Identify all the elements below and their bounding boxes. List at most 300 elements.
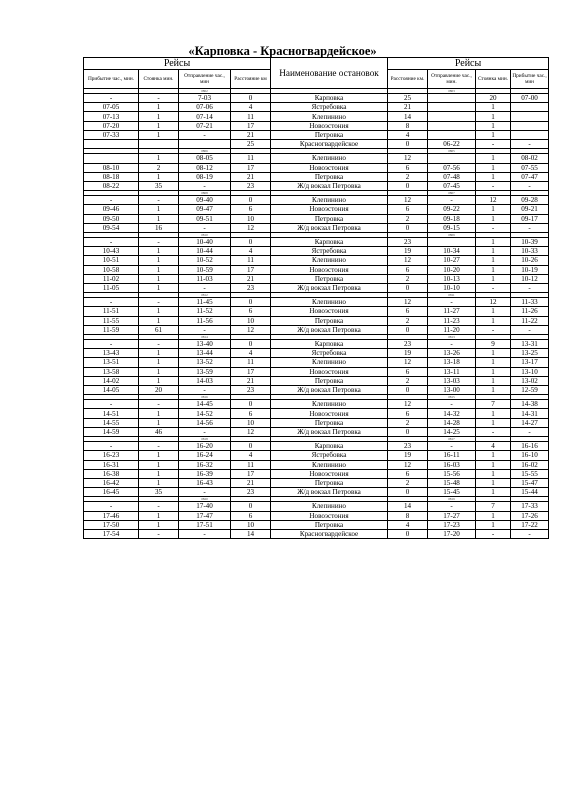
left-distance-cell: 0	[231, 502, 271, 511]
table-row	[84, 163, 549, 172]
right-arrival-cell: 09-28	[511, 196, 549, 205]
table-row	[84, 223, 549, 232]
right-arrival-cell: -	[511, 529, 549, 538]
left-departure-cell: 16-20	[179, 442, 231, 451]
right-distance-cell: 6	[388, 307, 428, 316]
right-stop-cell: -	[476, 427, 511, 436]
table-row	[84, 488, 549, 497]
left-departure-cell: 14-03	[179, 376, 231, 385]
left-distance-cell: 23	[231, 488, 271, 497]
right-stop-cell: -	[476, 283, 511, 292]
right-arrival-cell: 13-17	[511, 358, 549, 367]
left-distance-cell: 12	[231, 325, 271, 334]
left-distance-cell: 17	[231, 367, 271, 376]
right-departure-cell: 15-56	[428, 469, 476, 478]
right-stop-cell: 1	[476, 121, 511, 130]
left-arrival-cell: -	[84, 400, 139, 409]
right-trip-number: 0815	[428, 395, 476, 400]
right-distance-cell: 6	[388, 469, 428, 478]
right-distance-cell: 0	[388, 181, 428, 190]
right-distance-cell: 0	[388, 223, 428, 232]
left-trip-number: 0814	[179, 334, 231, 339]
left-distance-cell: 0	[231, 94, 271, 103]
left-distance-cell: 4	[231, 349, 271, 358]
left-arrival-cell: 16-31	[84, 460, 139, 469]
left-departure-cell: 17-40	[179, 502, 231, 511]
left-departure-cell: 13-59	[179, 367, 231, 376]
right-trip-number: 0803	[428, 89, 476, 94]
right-distance-cell: 23	[388, 238, 428, 247]
right-arrival-cell: 10-39	[511, 238, 549, 247]
left-stop-cell: -	[139, 529, 179, 538]
right-stop-cell: 20	[476, 94, 511, 103]
right-departure-cell: 13-03	[428, 376, 476, 385]
left-distance-cell: 4	[231, 451, 271, 460]
stop-name-cell: Красногвардейское	[271, 140, 388, 149]
left-stop-cell: 61	[139, 325, 179, 334]
right-stop-cell: -	[476, 529, 511, 538]
right-arrival-cell: 10-26	[511, 256, 549, 265]
right-stop-cell: 1	[476, 256, 511, 265]
left-distance-cell: 23	[231, 283, 271, 292]
right-stop-cell: 1	[476, 511, 511, 520]
right-distance-cell: 6	[388, 163, 428, 172]
right-stop-cell: 12	[476, 298, 511, 307]
right-arrival-cell: 07-00	[511, 94, 549, 103]
left-stop-cell: -	[139, 94, 179, 103]
right-arrival-cell: 14-31	[511, 409, 549, 418]
left-departure-cell: 10-40	[179, 238, 231, 247]
left-stop-cell: 1	[139, 214, 179, 223]
right-arrival-cell: 16-10	[511, 451, 549, 460]
left-trip-number: 0812	[179, 293, 231, 298]
right-departure-cell: 14-28	[428, 418, 476, 427]
table-row	[84, 511, 549, 520]
left-departure-cell: 07-06	[179, 103, 231, 112]
left-departure-cell: 09-51	[179, 214, 231, 223]
right-arrival-cell: 17-26	[511, 511, 549, 520]
left-arrival-cell: -	[84, 196, 139, 205]
left-distance-cell: 21	[231, 130, 271, 139]
right-distance-cell: 23	[388, 340, 428, 349]
left-departure-cell: 11-56	[179, 316, 231, 325]
left-distance-cell: 0	[231, 196, 271, 205]
right-arrival-cell: 08-02	[511, 154, 549, 163]
left-arrival-cell: 09-50	[84, 214, 139, 223]
stop-name-cell: Петровка	[271, 418, 388, 427]
right-departure-cell: 15-48	[428, 478, 476, 487]
right-departure-cell: -	[428, 298, 476, 307]
right-distance-cell: 2	[388, 316, 428, 325]
left-stop-cell: -	[139, 238, 179, 247]
stop-name-cell: Петровка	[271, 214, 388, 223]
table-row	[84, 112, 549, 121]
stop-name-cell: Клепинино	[271, 400, 388, 409]
right-distance-cell: 12	[388, 256, 428, 265]
left-departure-cell: 16-39	[179, 469, 231, 478]
left-arrival-cell: 14-59	[84, 427, 139, 436]
left-departure-cell: -	[179, 488, 231, 497]
table-row	[84, 247, 549, 256]
left-departure-cell: 17-47	[179, 511, 231, 520]
right-stop-cell: -	[476, 140, 511, 149]
right-departure-cell: 09-15	[428, 223, 476, 232]
left-arrival-cell: 13-58	[84, 367, 139, 376]
right-departure-cell	[428, 130, 476, 139]
right-departure-cell: 13-26	[428, 349, 476, 358]
right-arrival-cell: 13-10	[511, 367, 549, 376]
table-row	[84, 460, 549, 469]
right-departure-cell: 09-22	[428, 205, 476, 214]
stop-name-cell: Карповка	[271, 238, 388, 247]
right-departure-cell: 16-03	[428, 460, 476, 469]
right-arrival-cell: 13-25	[511, 349, 549, 358]
left-distance-cell: 21	[231, 172, 271, 181]
right-arrival-cell: 12-59	[511, 386, 549, 395]
right-stop-cell: 1	[476, 172, 511, 181]
table-row	[84, 325, 549, 334]
left-arrival-cell: 11-02	[84, 274, 139, 283]
left-distance-cell: 0	[231, 400, 271, 409]
right-stop-cell: 1	[476, 469, 511, 478]
right-arrival-cell: -	[511, 181, 549, 190]
left-arrival-cell	[84, 154, 139, 163]
stop-name-cell: Карповка	[271, 442, 388, 451]
left-stop-cell: 1	[139, 307, 179, 316]
right-departure-cell	[428, 121, 476, 130]
left-stop-cell: 16	[139, 223, 179, 232]
right-distance-cell: 21	[388, 103, 428, 112]
right-arrival-header: Прибытие час., мин	[511, 70, 549, 89]
right-arrival-cell: 13-31	[511, 340, 549, 349]
right-departure-cell: 16-11	[428, 451, 476, 460]
left-distance-cell: 17	[231, 265, 271, 274]
stop-name-cell: Красногвардейское	[271, 529, 388, 538]
left-arrival-cell: 14-02	[84, 376, 139, 385]
left-departure-cell: 09-40	[179, 196, 231, 205]
left-distance-cell: 14	[231, 529, 271, 538]
stop-name-cell: Ж/д вокзал Петровка	[271, 325, 388, 334]
left-distance-cell: 17	[231, 163, 271, 172]
right-distance-cell: 14	[388, 112, 428, 121]
right-trip-number: 0813	[428, 334, 476, 339]
left-departure-cell: 08-19	[179, 172, 231, 181]
right-arrival-cell: 10-12	[511, 274, 549, 283]
table-row	[84, 181, 549, 190]
left-distance-cell: 0	[231, 340, 271, 349]
timetable-body	[84, 89, 549, 539]
right-distance-cell: 4	[388, 520, 428, 529]
table-row	[84, 349, 549, 358]
stop-name-cell: Ж/д вокзал Петровка	[271, 181, 388, 190]
left-departure-cell: -	[179, 325, 231, 334]
left-arrival-cell: -	[84, 94, 139, 103]
right-arrival-cell	[511, 103, 549, 112]
right-stop-cell: 1	[476, 307, 511, 316]
stop-name-cell: Новоэстония	[271, 205, 388, 214]
right-arrival-cell: 16-16	[511, 442, 549, 451]
table-row	[84, 307, 549, 316]
left-stop-cell: 20	[139, 386, 179, 395]
left-arrival-cell: 07-20	[84, 121, 139, 130]
stop-name-cell: Новоэстония	[271, 409, 388, 418]
table-row	[84, 205, 549, 214]
left-departure-cell: 16-32	[179, 460, 231, 469]
right-stop-cell: 1	[476, 103, 511, 112]
left-arrival-cell: 16-42	[84, 478, 139, 487]
right-arrival-cell: 11-22	[511, 316, 549, 325]
right-departure-cell: 11-27	[428, 307, 476, 316]
left-arrival-cell: 13-51	[84, 358, 139, 367]
left-distance-cell: 6	[231, 205, 271, 214]
left-distance-header: Расстояние км	[231, 70, 271, 89]
stop-name-cell: Новоэстония	[271, 367, 388, 376]
left-arrival-cell: 16-23	[84, 451, 139, 460]
stop-name-cell: Клепинино	[271, 196, 388, 205]
stop-name-cell: Клепинино	[271, 298, 388, 307]
left-arrival-cell: -	[84, 502, 139, 511]
right-departure-cell: -	[428, 502, 476, 511]
left-departure-cell: -	[179, 283, 231, 292]
left-stop-cell: 1	[139, 511, 179, 520]
stop-name-cell: Клепинино	[271, 460, 388, 469]
left-stop-cell: 1	[139, 247, 179, 256]
stop-name-cell: Ж/д вокзал Петровка	[271, 223, 388, 232]
table-row	[84, 121, 549, 130]
right-stop-cell: 1	[476, 386, 511, 395]
stop-name-cell: Ястребовка	[271, 247, 388, 256]
right-departure-cell: 10-27	[428, 256, 476, 265]
table-row	[84, 274, 549, 283]
right-arrival-cell: 14-38	[511, 400, 549, 409]
left-departure-header: Отправление час., мин	[179, 70, 231, 89]
right-stop-cell: 1	[476, 418, 511, 427]
left-distance-cell: 11	[231, 112, 271, 121]
right-departure-cell: 17-23	[428, 520, 476, 529]
right-arrival-cell: -	[511, 283, 549, 292]
right-distance-cell: 12	[388, 154, 428, 163]
left-arrival-cell: 13-43	[84, 349, 139, 358]
right-distance-cell: 0	[388, 488, 428, 497]
right-departure-header: Отправление час., мин.	[428, 70, 476, 89]
left-arrival-cell: 14-55	[84, 418, 139, 427]
right-distance-cell: 0	[388, 140, 428, 149]
left-stop-cell: 1	[139, 154, 179, 163]
right-departure-cell: 07-56	[428, 163, 476, 172]
right-departure-cell: 09-18	[428, 214, 476, 223]
right-distance-cell: 6	[388, 409, 428, 418]
left-stop-cell: 1	[139, 130, 179, 139]
right-departure-cell: 10-10	[428, 283, 476, 292]
right-departure-cell	[428, 154, 476, 163]
left-arrival-cell: 07-05	[84, 103, 139, 112]
left-stop-cell: 1	[139, 451, 179, 460]
left-distance-cell: 21	[231, 274, 271, 283]
left-distance-cell: 4	[231, 103, 271, 112]
table-row	[84, 520, 549, 529]
right-distance-cell: 12	[388, 400, 428, 409]
left-stop-cell: 1	[139, 367, 179, 376]
left-departure-cell: -	[179, 427, 231, 436]
left-distance-cell: 11	[231, 154, 271, 163]
left-trip-number: 0810	[179, 232, 231, 237]
right-departure-cell: 06-22	[428, 140, 476, 149]
left-arrival-cell: -	[84, 340, 139, 349]
right-departure-cell: 11-23	[428, 316, 476, 325]
right-distance-cell: 4	[388, 130, 428, 139]
stop-name-cell: Клепинино	[271, 358, 388, 367]
right-distance-cell: 0	[388, 529, 428, 538]
left-stop-cell: 1	[139, 469, 179, 478]
left-distance-cell: 12	[231, 427, 271, 436]
right-arrival-cell	[511, 130, 549, 139]
right-stop-cell: 1	[476, 460, 511, 469]
left-trip-number: 0806	[179, 149, 231, 154]
left-stop-cell: -	[139, 340, 179, 349]
left-distance-cell: 17	[231, 121, 271, 130]
left-stop-cell: 1	[139, 103, 179, 112]
left-distance-cell: 23	[231, 386, 271, 395]
right-stop-cell: -	[476, 325, 511, 334]
right-stop-cell: 9	[476, 340, 511, 349]
table-row	[84, 367, 549, 376]
table-row	[84, 214, 549, 223]
left-distance-cell: 23	[231, 181, 271, 190]
left-trip-number: 0816	[179, 395, 231, 400]
table-row	[84, 196, 549, 205]
right-departure-cell: 13-00	[428, 386, 476, 395]
stop-name-cell: Клепинино	[271, 256, 388, 265]
left-departure-cell: 13-52	[179, 358, 231, 367]
right-stop-cell: 1	[476, 349, 511, 358]
right-distance-cell: 0	[388, 427, 428, 436]
table-row	[84, 298, 549, 307]
left-stop-cell: 1	[139, 265, 179, 274]
right-stop-cell: 1	[476, 265, 511, 274]
right-stop-cell: 1	[476, 247, 511, 256]
table-row	[84, 154, 549, 163]
right-arrival-cell: 15-44	[511, 488, 549, 497]
right-arrival-cell: 17-22	[511, 520, 549, 529]
left-stop-cell: 1	[139, 409, 179, 418]
right-stop-cell: 1	[476, 274, 511, 283]
table-row	[84, 529, 549, 538]
right-stop-cell: 1	[476, 367, 511, 376]
right-trip-number: 0805	[428, 149, 476, 154]
right-trip-number: 0807	[428, 191, 476, 196]
stop-name-cell: Ястребовка	[271, 451, 388, 460]
stop-name-cell: Ж/д вокзал Петровка	[271, 283, 388, 292]
stop-name-cell: Карповка	[271, 94, 388, 103]
right-distance-cell: 23	[388, 442, 428, 451]
left-distance-cell: 10	[231, 418, 271, 427]
left-departure-cell: 14-52	[179, 409, 231, 418]
right-distance-cell: 8	[388, 511, 428, 520]
right-stop-cell: 1	[476, 376, 511, 385]
left-departure-cell: 11-45	[179, 298, 231, 307]
left-trip-number: 0818	[179, 437, 231, 442]
right-stop-cell: 1	[476, 451, 511, 460]
left-distance-cell: 25	[231, 140, 271, 149]
page-title: «Карповка - Красногвардейское»	[188, 44, 377, 58]
right-distance-cell: 14	[388, 502, 428, 511]
right-departure-cell: 15-45	[428, 488, 476, 497]
table-row	[84, 358, 549, 367]
right-arrival-cell: 16-02	[511, 460, 549, 469]
right-distance-cell: 12	[388, 298, 428, 307]
right-stop-cell: 7	[476, 502, 511, 511]
right-stop-cell: -	[476, 181, 511, 190]
table-row	[84, 376, 549, 385]
right-departure-cell: 13-18	[428, 358, 476, 367]
right-departure-cell: 10-34	[428, 247, 476, 256]
right-arrival-cell: -	[511, 140, 549, 149]
stop-name-header: Наименование остановок	[271, 58, 388, 89]
left-departure-cell: 17-51	[179, 520, 231, 529]
right-distance-cell: 12	[388, 196, 428, 205]
table-row	[84, 409, 549, 418]
right-distance-cell: 2	[388, 418, 428, 427]
left-stop-cell	[139, 140, 179, 149]
right-stop-cell: 1	[476, 488, 511, 497]
left-departure-cell: 7-03	[179, 94, 231, 103]
right-distance-cell: 19	[388, 451, 428, 460]
right-distance-cell: 25	[388, 94, 428, 103]
stop-name-cell: Клепинино	[271, 502, 388, 511]
right-arrival-cell: 09-17	[511, 214, 549, 223]
right-arrival-cell: 07-55	[511, 163, 549, 172]
right-stop-cell: 1	[476, 112, 511, 121]
left-departure-cell: -	[179, 223, 231, 232]
right-departure-cell: 10-20	[428, 265, 476, 274]
left-distance-cell: 10	[231, 520, 271, 529]
right-stop-cell: 1	[476, 130, 511, 139]
right-stop-cell: 1	[476, 358, 511, 367]
stop-name-cell: Ястребовка	[271, 103, 388, 112]
left-arrival-cell: 16-38	[84, 469, 139, 478]
stop-name-cell: Петровка	[271, 172, 388, 181]
left-arrival-cell: 11-55	[84, 316, 139, 325]
left-stop-cell: 1	[139, 205, 179, 214]
left-distance-cell: 6	[231, 307, 271, 316]
stop-name-cell: Петровка	[271, 376, 388, 385]
stop-name-cell: Ястребовка	[271, 349, 388, 358]
left-arrival-cell: 11-59	[84, 325, 139, 334]
left-stop-cell: -	[139, 298, 179, 307]
right-departure-cell: 17-20	[428, 529, 476, 538]
right-arrival-cell: 13-02	[511, 376, 549, 385]
left-stop-cell: 1	[139, 376, 179, 385]
left-stop-cell: 1	[139, 460, 179, 469]
right-distance-header: Расстояние км.	[388, 70, 428, 89]
left-arrival-cell: 11-05	[84, 283, 139, 292]
stop-name-cell: Клепинино	[271, 112, 388, 121]
right-arrival-cell: 17-33	[511, 502, 549, 511]
left-trips-header: Рейсы	[84, 58, 271, 70]
left-stop-cell: 46	[139, 427, 179, 436]
right-trip-number: 0819	[428, 497, 476, 502]
left-departure-cell: 11-52	[179, 307, 231, 316]
left-departure-cell: 09-47	[179, 205, 231, 214]
left-stop-cell: 1	[139, 418, 179, 427]
right-trip-number: 0811	[428, 293, 476, 298]
table-row	[84, 316, 549, 325]
left-departure-cell: 07-21	[179, 121, 231, 130]
left-arrival-cell: 10-43	[84, 247, 139, 256]
table-row	[84, 94, 549, 103]
right-stop-cell: 1	[476, 409, 511, 418]
left-distance-cell: 11	[231, 358, 271, 367]
